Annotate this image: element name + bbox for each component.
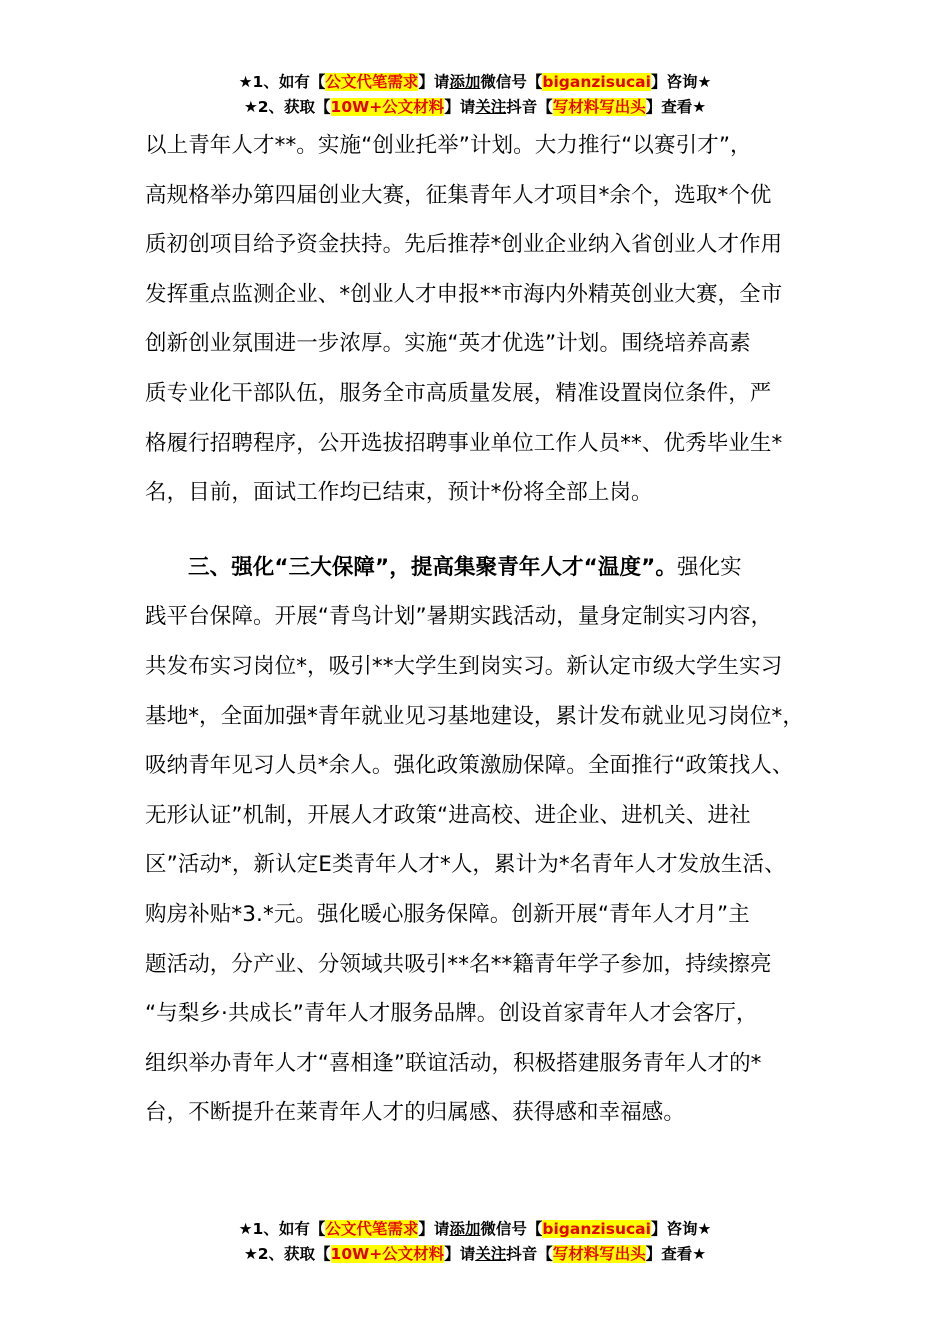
text-line: 吸纳青年见习人员*余人。强化政策激励保障。全面推行“政策找人、 [145, 753, 794, 779]
paragraph-2 [145, 543, 835, 1138]
banner-text: 抖音【 [506, 98, 553, 116]
banner-text: 】请 [444, 98, 476, 116]
text-line: 创新创业氛围进一步浓厚。实施“英才优选”计划。围绕培养高素 [145, 331, 751, 357]
underlined-add: 添加 [449, 73, 481, 91]
text-fragment: 强化实 [676, 554, 742, 580]
text-line: 区”活动*，新认定E类青年人才*人，累计为*名青年人才发放生活、 [145, 852, 786, 878]
banner-text: ★1、如有【 [238, 73, 326, 91]
text-line: 质初创项目给予资金扶持。先后推荐*创业企业纳入省创业人才作用 [145, 232, 783, 258]
underlined-follow: 关注 [475, 98, 507, 116]
text-line: 质专业化干部队伍，服务全市高质量发展，精准设置岗位条件，严 [145, 380, 772, 406]
underlined-follow: 关注 [475, 1245, 507, 1263]
text-line: 无形认证”机制，开展人才政策“进高校、进企业、进机关、进社 [145, 802, 751, 828]
banner-text: 】请 [418, 73, 450, 91]
section-heading: 三、强化“三大保障”，提高集聚青年人才“温度”。 [188, 554, 677, 580]
banner-text: 】请 [444, 1245, 476, 1263]
banner-line-2 [0, 1242, 950, 1267]
banner-text: 微信号【 [480, 73, 543, 91]
highlight-douyin: 写材料写出头 [552, 1245, 646, 1263]
highlight-wechat-id: biganzisucai [542, 1220, 651, 1238]
banner-text: 】咨询★ [650, 73, 712, 91]
banner-text: 】咨询★ [650, 1220, 712, 1238]
banner-line-2 [0, 95, 950, 120]
text-line: 购房补贴*3.*元。强化暖心服务保障。创新开展“青年人才月”主 [145, 901, 750, 927]
text-line: “与梨乡·共成长”青年人才服务品牌。创设首家青年人才会客厅， [145, 1001, 758, 1027]
text-line: 格履行招聘程序，公开选拔招聘事业单位工作人员**、优秀毕业生* [145, 430, 783, 456]
banner-line-1 [0, 1217, 950, 1242]
highlight-douyin: 写材料写出头 [552, 98, 646, 116]
banner-text: ★2、获取【 [243, 1245, 331, 1263]
footer-banner [0, 1217, 950, 1267]
highlight-service: 公文代笔需求 [325, 1220, 419, 1238]
paragraph-1 [145, 121, 835, 518]
highlight-materials: 10W+公文材料 [330, 1245, 445, 1263]
text-line: 共发布实习岗位*，吸引**大学生到岗实习。新认定市级大学生实习 [145, 653, 783, 679]
text-line: 以上青年人才**。实施“创业托举”计划。大力推行“以赛引才”， [145, 133, 752, 158]
text-line: 名，目前，面试工作均已结束，预计*份将全部上岗。 [145, 480, 653, 506]
banner-text: 抖音【 [506, 1245, 553, 1263]
text-line: 台，不断提升在莱青年人才的归属感、获得感和幸福感。 [145, 1100, 686, 1126]
banner-text: ★1、如有【 [238, 1220, 326, 1238]
text-line: 发挥重点监测企业、*创业人才申报**市海内外精英创业大赛，全市 [145, 281, 783, 307]
banner-text: 】查看★ [645, 98, 707, 116]
text-line: 题活动，分产业、分领域共吸引**名**籍青年学子参加，持续擦亮 [145, 951, 772, 977]
banner-line-1 [0, 70, 950, 95]
document-body [145, 121, 835, 1138]
text-line: 高规格举办第四届创业大赛，征集青年人才项目*余个，选取*个优 [145, 182, 772, 208]
header-banner [0, 70, 950, 120]
highlight-wechat-id: biganzisucai [542, 73, 651, 91]
text-line: 基地*，全面加强*青年就业见习基地建设，累计发布就业见习岗位*， [145, 703, 804, 729]
highlight-materials: 10W+公文材料 [330, 98, 445, 116]
underlined-add: 添加 [449, 1220, 481, 1238]
banner-text: ★2、获取【 [243, 98, 331, 116]
banner-text: 】查看★ [645, 1245, 707, 1263]
text-line [145, 543, 835, 593]
banner-text: 微信号【 [480, 1220, 543, 1238]
highlight-service: 公文代笔需求 [325, 73, 419, 91]
banner-text: 】请 [418, 1220, 450, 1238]
text-line: 组织举办青年人才“喜相逢”联谊活动，积极搭建服务青年人才的* [145, 1050, 762, 1076]
text-line: 践平台保障。开展“青鸟计划”暑期实践活动，量身定制实习内容， [145, 604, 773, 630]
